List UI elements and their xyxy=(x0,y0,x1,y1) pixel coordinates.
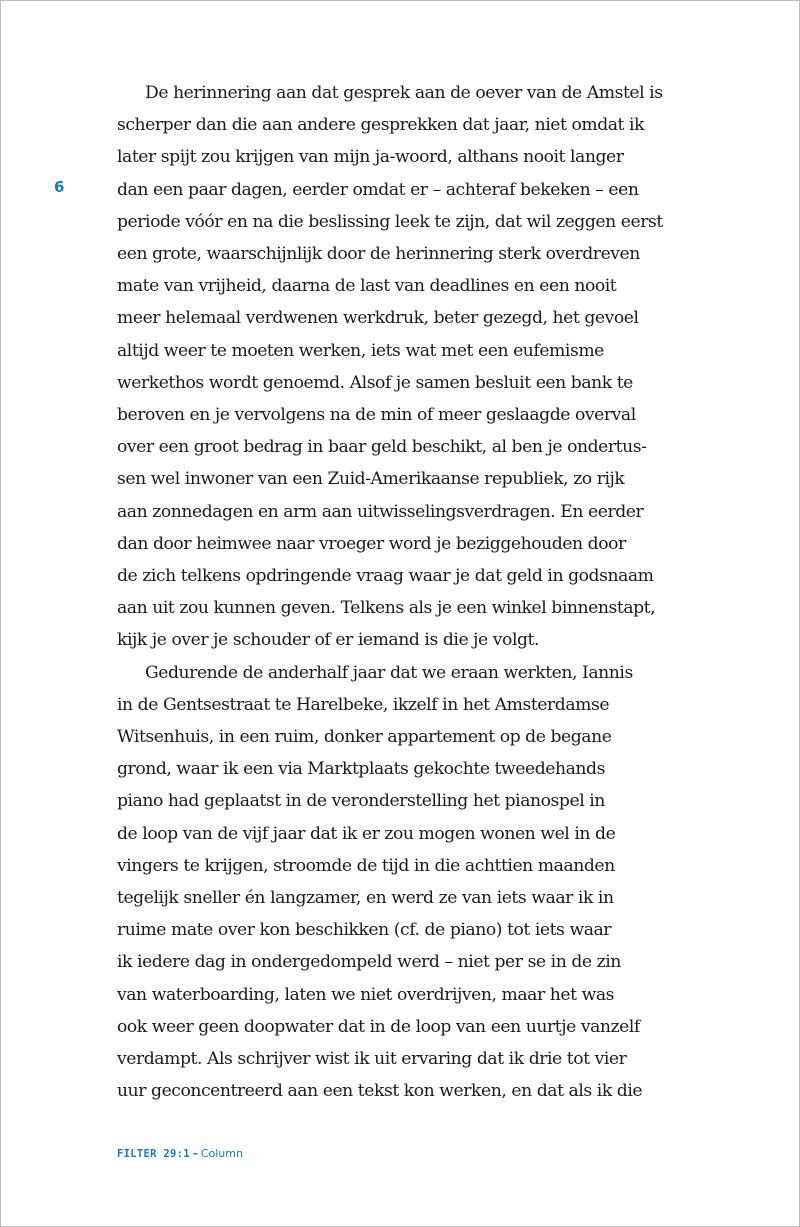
paragraph-line: ruime mate over kon beschikken (cf. de piano) tot iets waar xyxy=(117,920,612,941)
paragraph-line: grond, waar ik een via Marktplaats gekochte tweedehands xyxy=(117,759,605,780)
paragraph-line: de zich telkens opdringende vraag waar je dat geld in godsnaam xyxy=(117,566,654,587)
paragraph-line: werkethos wordt genoemd. Alsof je samen besluit een bank te xyxy=(117,372,633,393)
paragraph-line: over een groot bedrag in baar geld beschikt, al ben je ondertus- xyxy=(117,437,647,458)
paragraph-line: de loop van de vijf jaar dat ik er zou mogen wonen wel in de xyxy=(117,823,616,844)
footer-journal: FILTER 29:1 xyxy=(117,1148,190,1160)
paragraph-line: periode vóór en na die beslissing leek te zijn, dat wil zeggen eerst xyxy=(117,211,663,232)
paragraph-line: later spijt zou krijgen van mijn ja-woord, althans nooit langer xyxy=(117,147,624,168)
paragraph-line: Witsenhuis, in een ruim, donker appartement op de begane xyxy=(117,727,612,748)
footer-section: Column xyxy=(200,1147,243,1160)
paragraph-line: aan zonnedagen en arm aan uitwisselingsverdragen. En eerder xyxy=(117,501,644,522)
paragraph-line: uur geconcentreerd aan een tekst kon werken, en dat als ik die xyxy=(117,1081,643,1102)
paragraph-line: scherper dan die aan andere gesprekken dat jaar, niet omdat ik xyxy=(117,115,645,136)
paragraph-line: dan een paar dagen, eerder omdat er – achteraf bekeken – een xyxy=(117,179,639,200)
paragraph-line: vingers te krijgen, stroomde de tijd in die achttien maanden xyxy=(117,855,615,876)
paragraph-line: mate van vrijheid, daarna de last van deadlines en een nooit xyxy=(117,276,617,297)
paragraph-line: beroven en je vervolgens na de min of meer geslaagde overval xyxy=(117,405,636,426)
paragraph-line: De herinnering aan dat gesprek aan de oever van de Amstel is xyxy=(145,83,663,103)
paragraph-line: piano had geplaatst in de veronderstelling het pianospel in xyxy=(117,791,605,812)
paragraph-line: aan uit zou kunnen geven. Telkens als je een winkel binnenstapt, xyxy=(117,598,656,619)
paragraph-line: sen wel inwoner van een Zuid-Amerikaanse republiek, zo rijk xyxy=(117,469,625,490)
paragraph-line: in de Gentsestraat te Harelbeke, ikzelf in het Amsterdamse xyxy=(117,694,610,715)
paragraph-line: een grote, waarschijnlijk door de herinnering sterk overdreven xyxy=(117,244,640,265)
paragraph-line: kijk je over je schouder of er iemand is die je volgt. xyxy=(117,630,540,651)
paragraph-line: ik iedere dag in ondergedompeld werd – niet per se in de zin xyxy=(117,952,621,973)
paragraph-line: verdampt. Als schrijver wist ik uit ervaring dat ik drie tot vier xyxy=(117,1049,627,1070)
paragraph-line: altijd weer te moeten werken, iets wat met een eufemisme xyxy=(117,340,604,361)
footer-dash: – xyxy=(192,1147,199,1160)
paragraph-line: meer helemaal verdwenen werkdruk, beter gezegd, het gevoel xyxy=(117,308,639,329)
page-number: 6 xyxy=(54,178,65,196)
paragraph-line: dan door heimwee naar vroeger word je beziggehouden door xyxy=(117,533,626,554)
paragraph-line: Gedurende de anderhalf jaar dat we eraan werkten, Iannis xyxy=(145,662,633,683)
paragraph-line: tegelijk sneller én langzamer, en werd ze van iets waar ik in xyxy=(117,888,614,909)
paragraph-line: van waterboarding, laten we niet overdrijven, maar het was xyxy=(117,984,614,1005)
running-footer xyxy=(117,1147,243,1161)
body-text xyxy=(117,77,687,1108)
paragraph-line: ook weer geen doopwater dat in de loop van een uurtje vanzelf xyxy=(117,1016,640,1037)
